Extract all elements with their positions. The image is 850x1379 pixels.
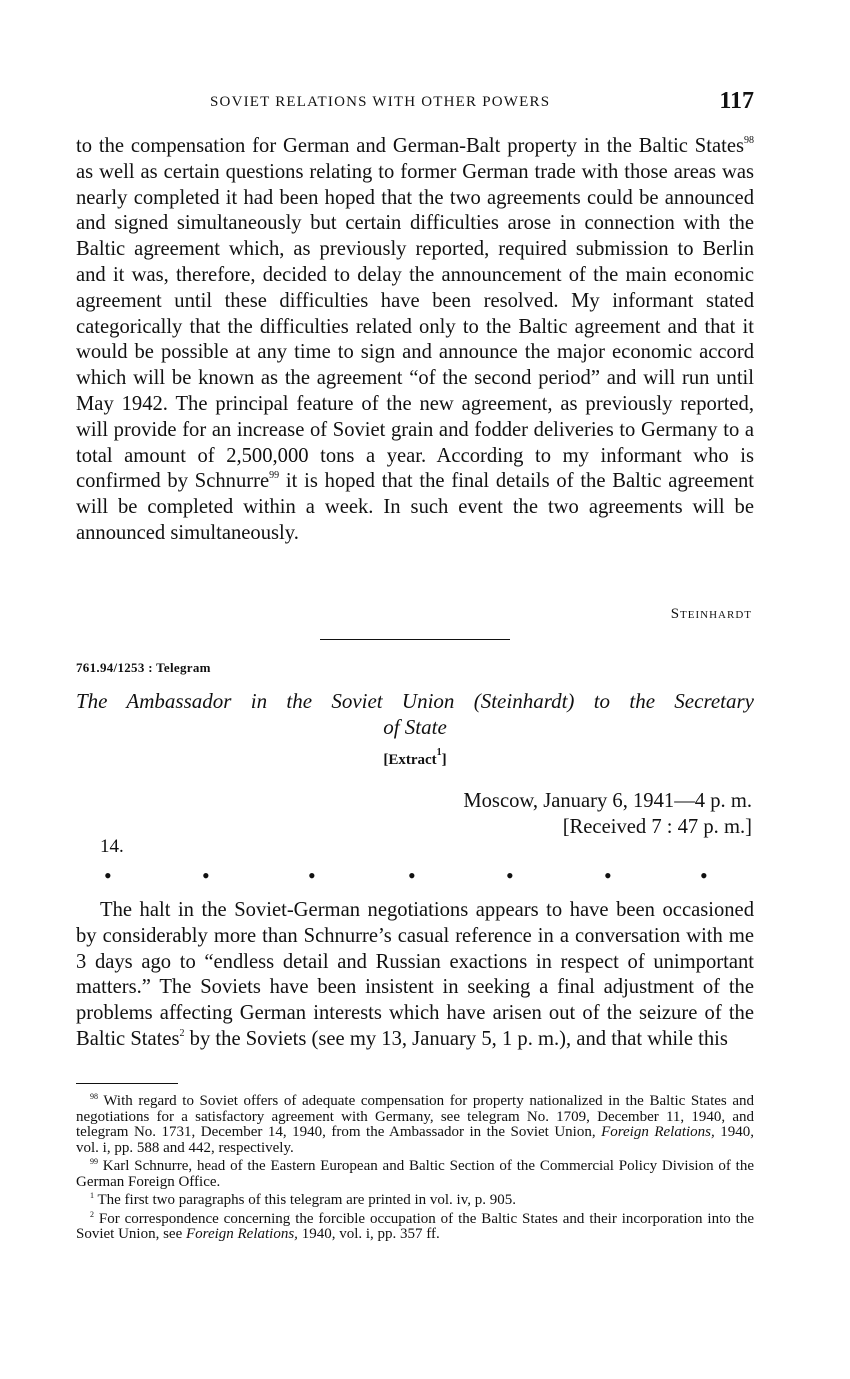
telegram-body-text-1: The halt in the Soviet-German negotiations appears to have been occasioned by considerably more than Schnurre’s casual reference in a conversation with me 3 days ago to “endless detail and Russian exactions in respect of unimportant matters.” The Soviets have been insistent in seeking a final adjustment of the problems affecting German interests which have arisen out of the seizure of the Baltic States: [76, 899, 754, 1050]
footnote-text: Karl Schnurre, head of the Eastern European and Baltic Section of the Commercial Policy Division of the German Foreign Office.: [76, 1158, 754, 1190]
footnote-2: [76, 1209, 754, 1243]
footnote-citation: Foreign Relations,: [601, 1124, 715, 1140]
document-heading: [76, 688, 754, 740]
footnote-ref-98: 98: [744, 135, 754, 146]
signature: Steinhardt: [670, 606, 752, 622]
heading-line-1: The Ambassador in the Soviet Union (Steinhardt) to the Secretary: [76, 689, 754, 713]
footnotes: [76, 1094, 754, 1246]
omission-dot: •: [700, 863, 708, 888]
continuation-text-2: as well as certain questions relating to former German trade with those areas was nearly completed it had been hoped that the two agreements could be announced and signed simultaneously but certain difficulties arose in connection with the Baltic agreement which, as previously reported, required submission to Berlin and it was, therefore, decided to delay the announcement of the main economic agreement until these difficulties have been resolved. My informant stated categorically that the difficulties related only to the Baltic agreement and that it would be possible at any time to sign and announce the major economic accord which will be known as the agreement “of the second period” and will run until May 1942. The principal feature of the new agreement, as previously reported, will provide for an increase of Soviet grain and fodder deliveries to Germany to a total amount of 2,500,000 tons a year. According to my informant who is confirmed by Schnurre: [76, 160, 754, 493]
omission-dot: •: [506, 863, 514, 888]
continuation-text-3: it is hoped that the final details of the Baltic agreement will be completed within a week. In such event the two agreements will be announced simultaneously.: [76, 470, 754, 544]
page-number: 117: [719, 88, 754, 114]
dateline-sent: Moscow, January 6, 1941—4 p. m.: [463, 790, 752, 812]
footnote-text: With regard to Soviet offers of adequate compensation for property nationalized in the Baltic States and negotiations for a satisfactory agreement with Germany, see telegram No. 1709, December 11, 1940, and telegram No. 1731, December 14, 1940, from the Ambassador in the Soviet Union,: [76, 1093, 754, 1140]
dateline-received: [Received 7 : 47 p. m.]: [562, 816, 752, 838]
heading-line-2: of State: [383, 715, 447, 739]
running-title: SOVIET RELATIONS WITH OTHER POWERS: [210, 94, 551, 110]
footnote-mark: 98: [90, 1092, 98, 1101]
telegram-number: 14.: [100, 836, 124, 857]
file-reference: 761.94/1253 : Telegram: [76, 660, 211, 675]
footnote-mark: 1: [90, 1191, 94, 1200]
footnote-text: For correspondence concerning the forcible occupation of the Baltic States and their incorporation into the Soviet Union, see: [76, 1210, 754, 1242]
omission-dot: •: [202, 863, 210, 888]
footnote-text: 1940, vol. i, pp. 588 and 442, respectively.: [76, 1124, 755, 1156]
omission-dot: •: [408, 863, 416, 888]
footnote-mark: 99: [90, 1157, 98, 1166]
footnote-99: [76, 1159, 754, 1190]
running-head: [76, 88, 754, 118]
omission-dots: [96, 863, 716, 888]
footnote-ref-1: 1: [436, 747, 442, 758]
footnote-citation: Foreign Relations,: [186, 1226, 298, 1242]
footnote-ref-2: 2: [179, 1027, 185, 1039]
footnote-divider: [76, 1083, 178, 1084]
telegram-body-text-2: by the Soviets (see my 13, January 5, 1 p. m.), and that while this: [184, 1027, 728, 1050]
omission-dot: •: [604, 863, 612, 888]
omission-dot: •: [104, 863, 112, 888]
extract-label: [76, 747, 754, 769]
extract-text: [Extract: [383, 752, 437, 768]
footnote-text: 1940, vol. i, pp. 357 ff.: [297, 1226, 440, 1242]
dateline: [463, 788, 752, 840]
footnote-1: [76, 1193, 754, 1209]
section-divider: [320, 639, 510, 640]
extract-close: ]: [441, 752, 447, 768]
footnote-ref-99: 99: [269, 470, 280, 482]
footnote-mark: 2: [90, 1209, 94, 1219]
continuation-text-1: to the compensation for German and German-Balt property in the Baltic States: [76, 135, 744, 157]
omission-dot: •: [308, 863, 316, 888]
footnote-text: The first two paragraphs of this telegram are printed in vol. iv, p. 905.: [94, 1192, 516, 1208]
footnote-98: [76, 1094, 754, 1156]
telegram-body: [76, 898, 754, 1053]
continuation-paragraph: [76, 134, 754, 547]
